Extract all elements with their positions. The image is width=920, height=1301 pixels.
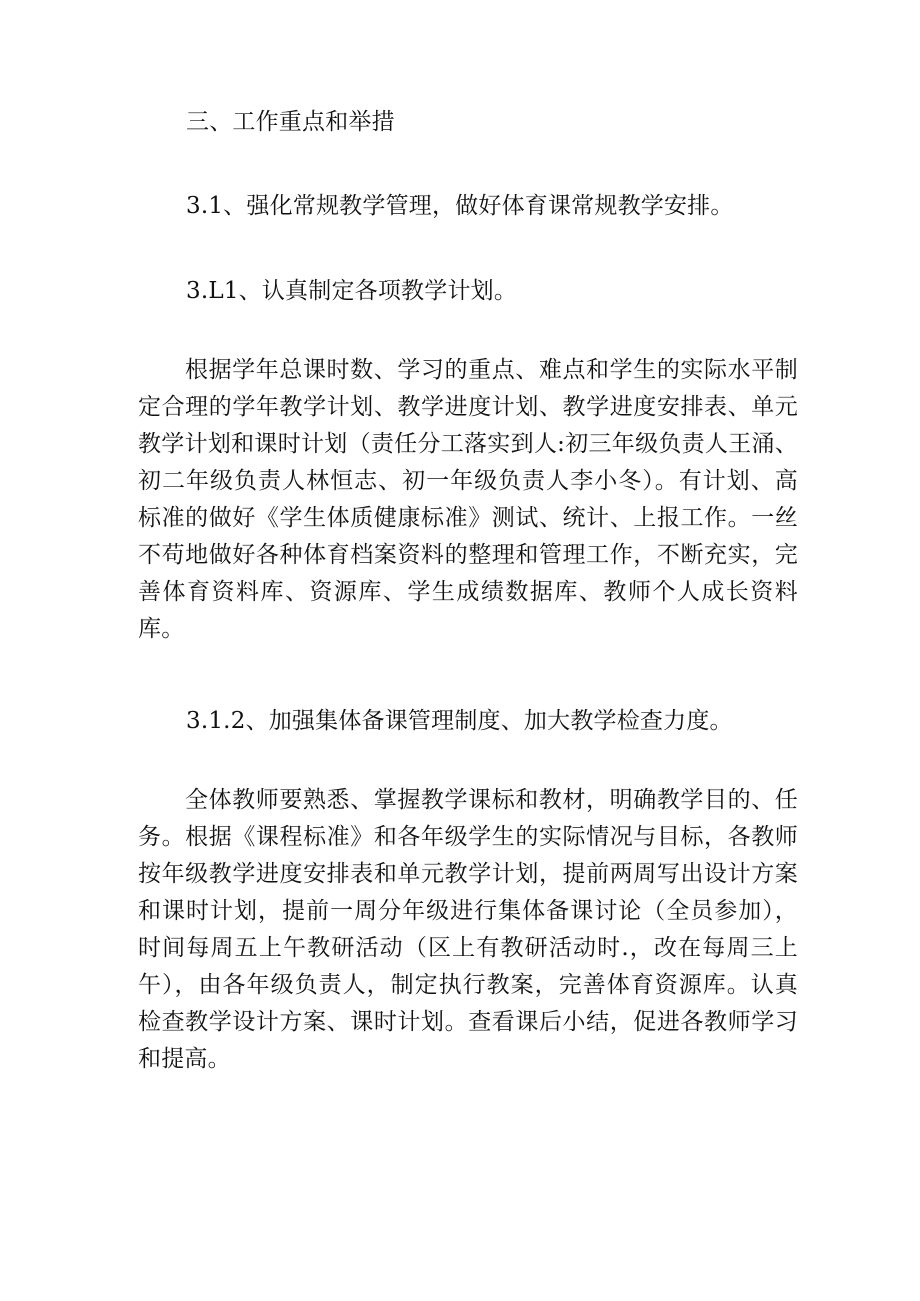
paragraph-lesson-preparation: 全体教师要熟悉、掌握教学课标和教材，明确教学目的、任务。根据《课程标准》和各年级学生的实际情况与目标，各教师按年级教学进度安排表和单元教学计划，提前两周写出设计方案和课时计划，提前一周分年级进行集体备课讨论（全员参加），时间每周五上午教研活动（区上有教研活动时.，改在每周三上午），由各年级负责人，制定执行教案，完善体育资源库。认真检查教学设计方案、课时计划。查看课后小结，促进各教师学习和提高。 (138, 787, 798, 1072)
section-heading: 三、工作重点和举措 (186, 109, 395, 135)
paragraph-teaching-plans: 根据学年总课时数、学习的重点、难点和学生的实际水平制定合理的学年教学计划、教学进度计划、教学进度安排表、单元教学计划和课时计划（责任分工落实到人:初三年级负责人王涌、初二年级负责人林恒志、初一年级负责人李小冬）。有计划、高标准的做好《学生体质健康标准》测试、统计、上报工作。一丝不苟地做好各种体育档案资料的整理和管理工作，不断充实，完善体育资料库、资源库、学生成绩数据库、教师个人成长资料库。 (138, 357, 798, 642)
subheading-3-1-1: 3.L1、认真制定各项教学计划。 (186, 278, 518, 304)
subheading-3-1: 3.1、强化常规教学管理，做好体育课常规教学安排。 (186, 193, 734, 219)
subheading-3-1-2: 3.1.2、加强集体备课管理制度、加大教学检查力度。 (186, 708, 733, 734)
